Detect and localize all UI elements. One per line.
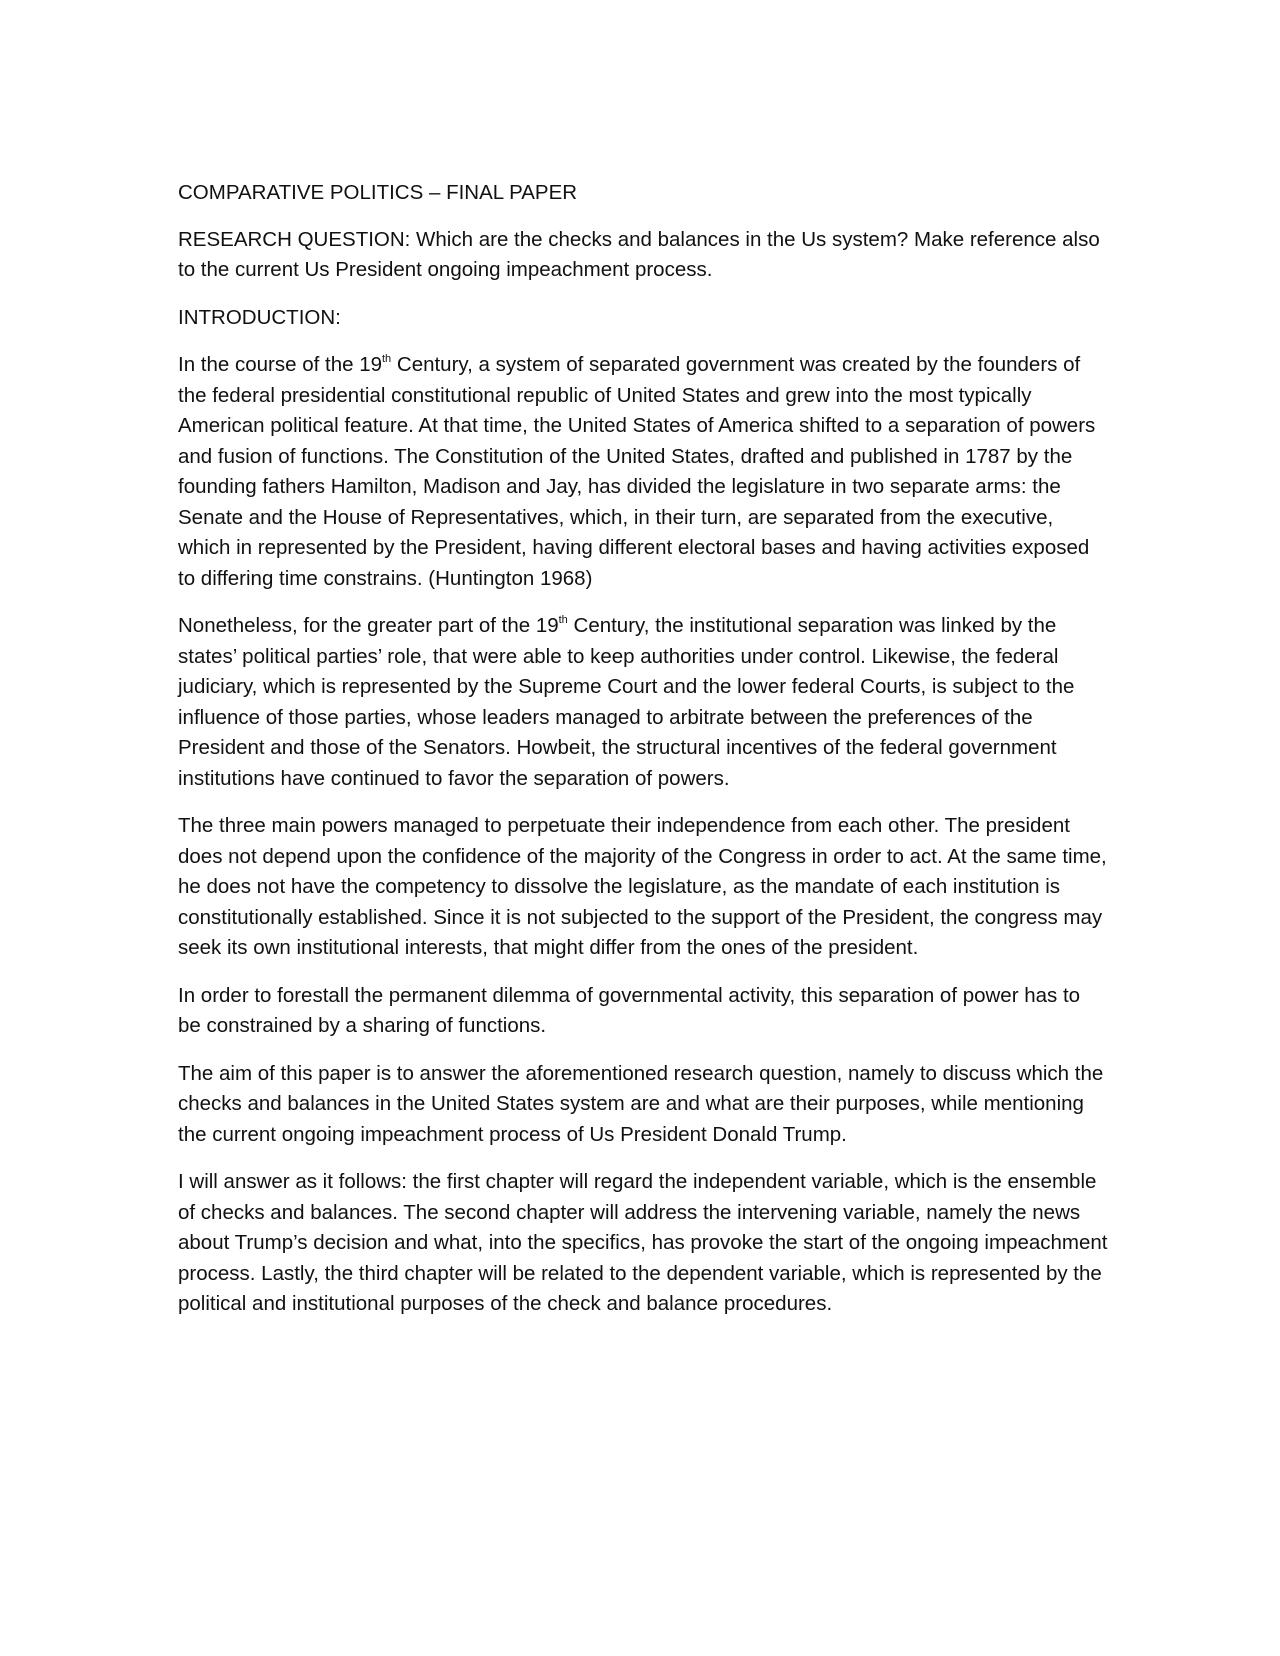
paragraph-1: [178, 350, 1108, 594]
paragraph-1-text-a: In the course of the 19: [178, 353, 382, 376]
paragraph-4: In order to forestall the permanent dilemma of governmental activity, this separation of power has to be constrained by a sharing of functions.: [178, 983, 1081, 1037]
paragraph-1-text-b: Century, a system of separated government was created by the founders of the federal presidential constitutional republic of United States and grew into the most typically American political feature. At that time, the United States of America shifted to a separation of powers and fusion of functions. The Constitution of the United States, drafted and published in 1787 by the founding fathers Hamilton, Madison and Jay, has divided the legislature in two separate arms: the Senate and the House of Representatives, which, in their turn, are separated from the executive, which in represented by the President, having different electoral bases and having activities exposed to differing time constrains. (Huntington 1968): [178, 353, 1096, 590]
paragraph-2-text-a: Nonetheless, for the greater part of the 19: [178, 614, 559, 637]
research-question: RESEARCH QUESTION: Which are the checks and balances in the Us system? Make reference also to the current Us President ongoing impeachment process.: [178, 227, 1100, 281]
introduction-heading: INTRODUCTION:: [178, 305, 341, 329]
paragraph-2-superscript: th: [558, 614, 568, 627]
paragraph-6: I will answer as it follows: the first chapter will regard the independent variable, which is the ensemble of checks and balances. The second chapter will address the intervening variable, namely the news about Trump’s decision and what, into the specifics, has provoke the start of the ongoing impeachment process. Lastly, the third chapter will be related to the dependent variable, which is represented by the political and institutional purposes of the check and balance procedures.: [178, 1170, 1108, 1315]
paragraph-3: The three main powers managed to perpetuate their independence from each other. The president does not depend upon the confidence of the majority of the Congress in order to act. At the same time, he does not have the competency to dissolve the legislature, as the mandate of each institution is constitutionally established. Since it is not subjected to the support of the President, the congress may seek its own institutional interests, that might differ from the ones of the president.: [178, 814, 1107, 959]
paragraph-1-superscript: th: [382, 353, 392, 366]
paragraph-2: [178, 611, 1108, 794]
paragraph-5: The aim of this paper is to answer the aforementioned research question, namely to discuss which the checks and balances in the United States system are and what are their purposes, while mentioning the current ongoing impeachment process of Us President Donald Trump.: [178, 1061, 1104, 1146]
paper-title: COMPARATIVE POLITICS – FINAL PAPER: [178, 181, 578, 204]
paragraph-2-text-b: Century, the institutional separation was linked by the states’ political parties’ role, that were able to keep authorities under control. Likewise, the federal judiciary, which is represented by the Supreme Court and the lower federal Courts, is subject to the influence of those parties, whose leaders managed to arbitrate between the preferences of the President and those of the Senators. Howbeit, the structural incentives of the federal government institutions have continued to favor the separation of powers.: [178, 614, 1075, 790]
document-body: [178, 178, 1108, 1337]
